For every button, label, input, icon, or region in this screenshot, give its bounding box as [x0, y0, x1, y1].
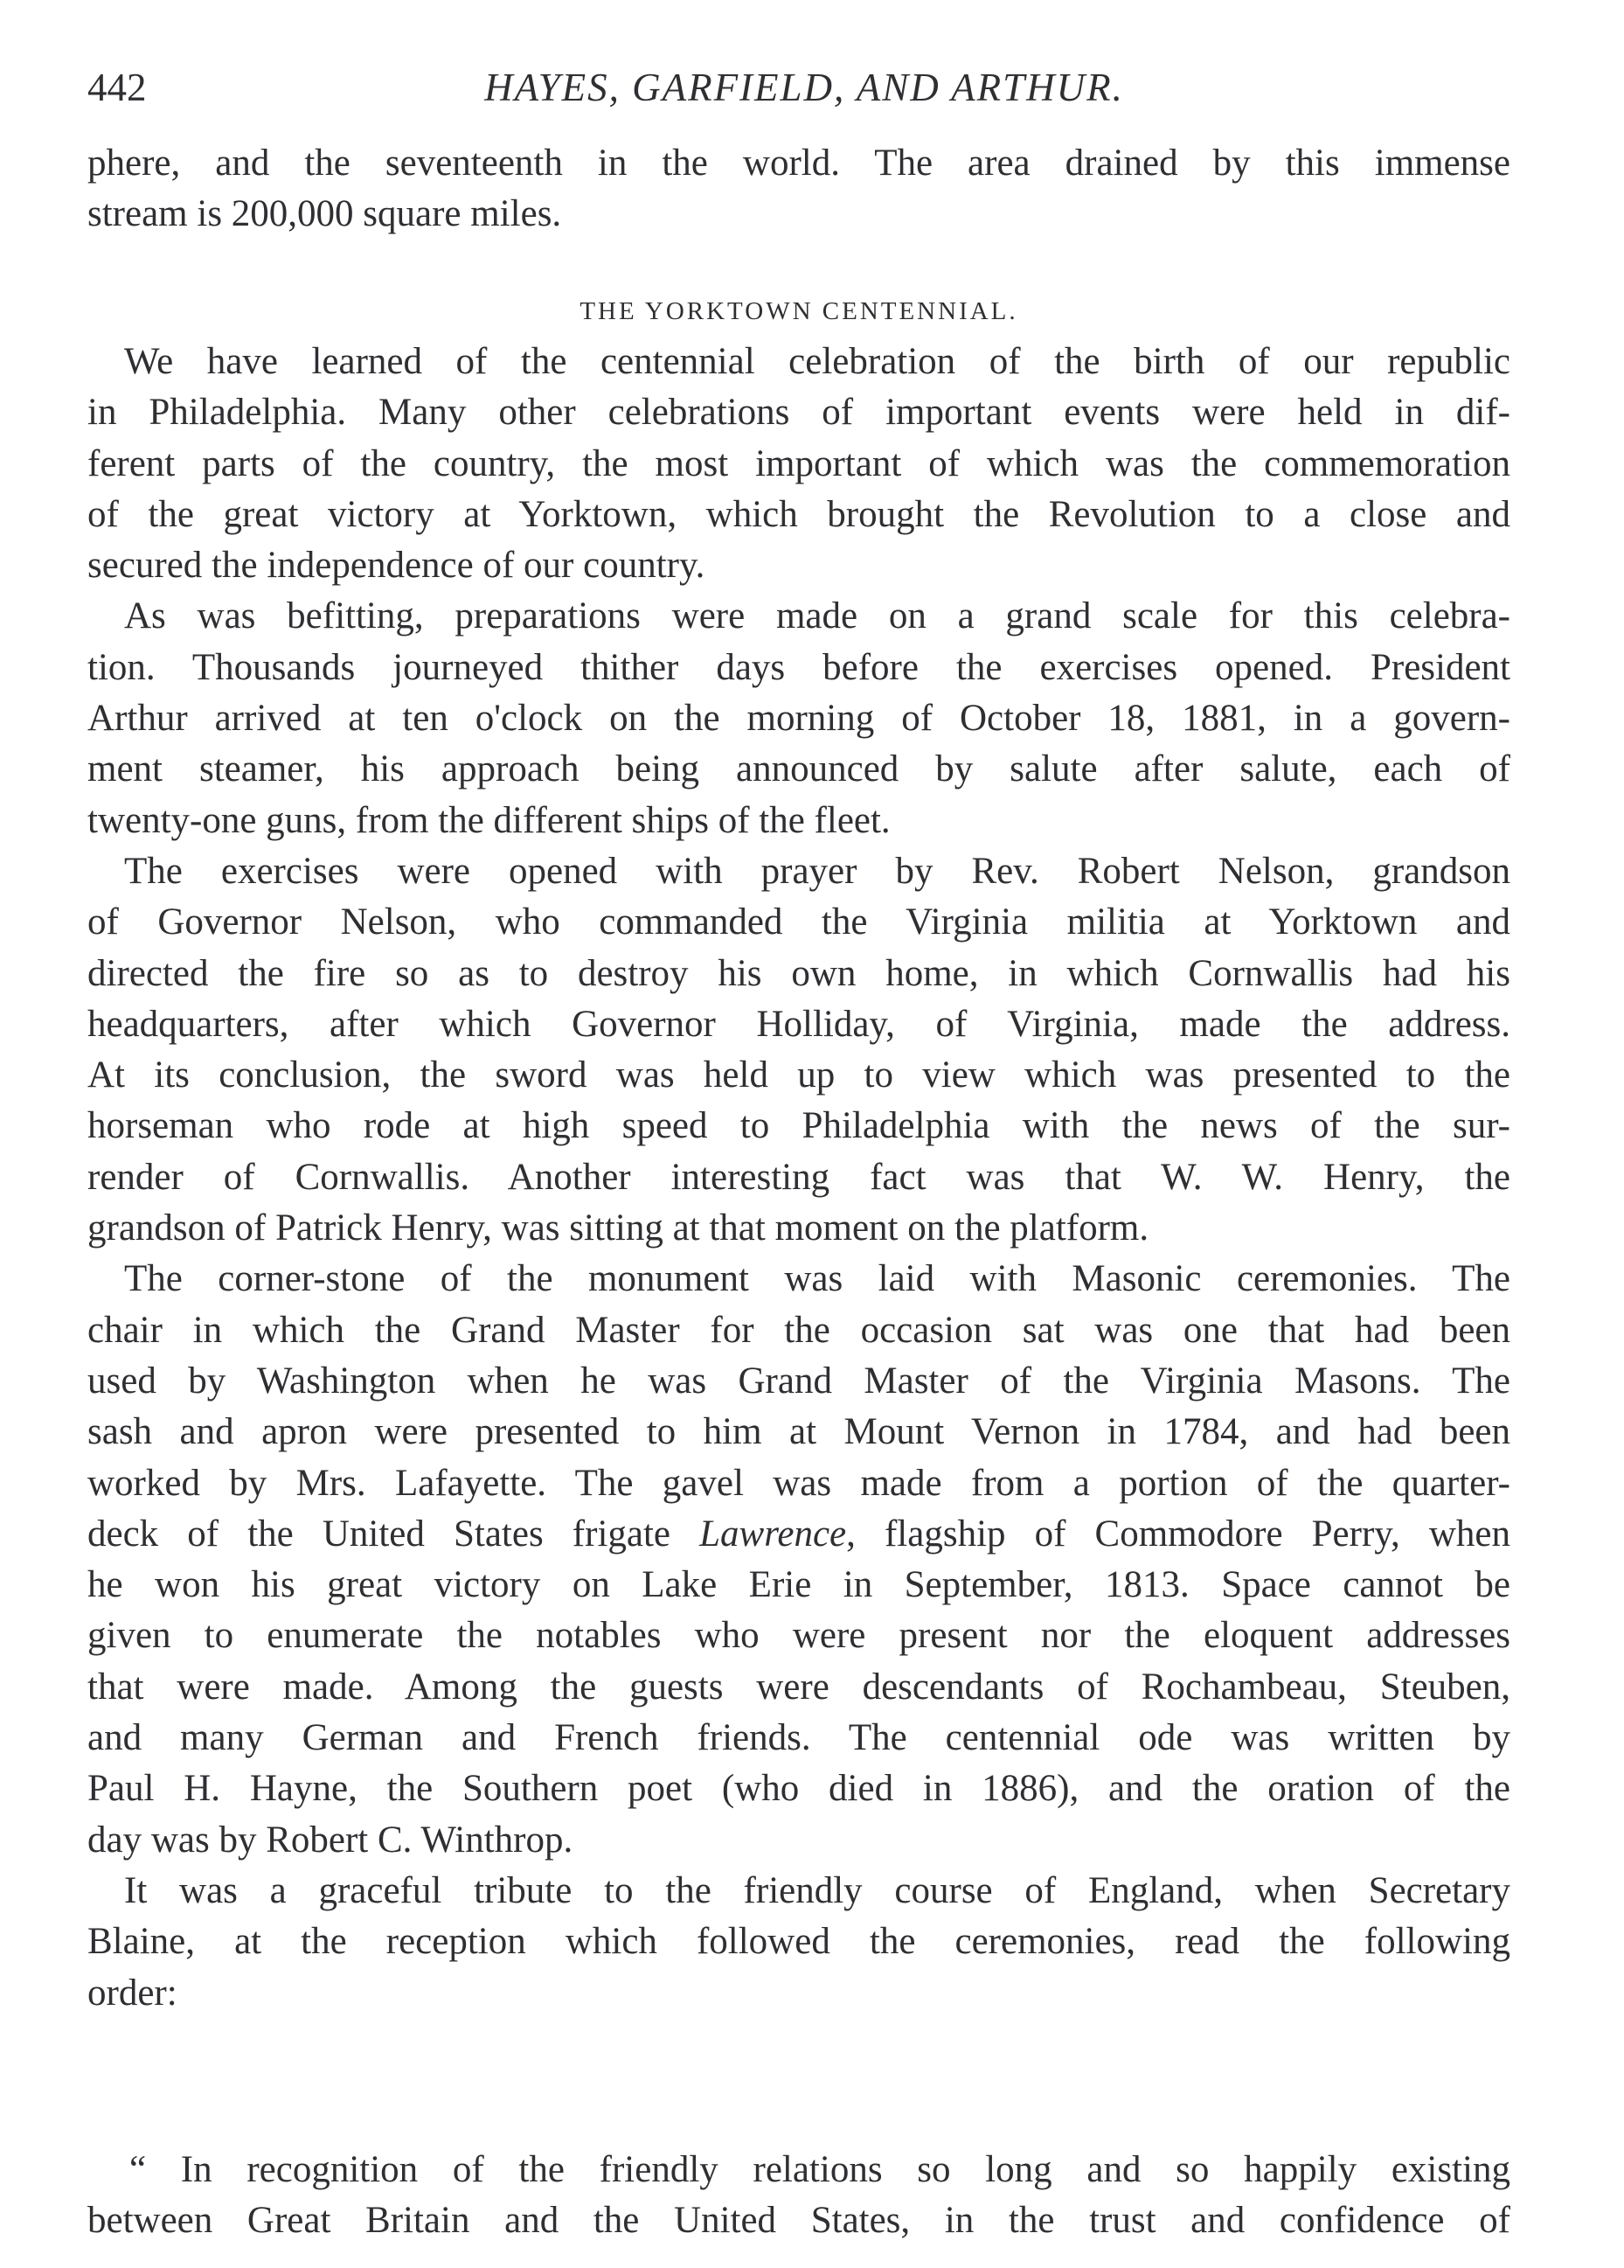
text-line-with-italic — [87, 1509, 1510, 1560]
ship-name: Lawrence — [699, 1513, 847, 1555]
text-line: Paul H. Hayne, the Southern poet (who died in 1886), and the oration of the — [87, 1768, 1510, 1810]
section-heading: THE YORKTOWN CENTENNIAL. — [580, 297, 1018, 325]
text-line: day was by Robert C. Winthrop. — [87, 1819, 573, 1861]
continuation-paragraph — [87, 138, 1510, 240]
text-line: directed the fire so as to destroy his own home, in which Cornwallis had his — [87, 952, 1510, 994]
text-line: in Philadelphia. Many other celebrations of important events were held in dif- — [87, 392, 1510, 434]
text-line: he won his great victory on Lake Erie in September, 1813. Space cannot be — [87, 1564, 1510, 1606]
text-line: chair in which the Grand Master for the occasion sat was one that had been — [87, 1309, 1510, 1351]
section-body — [87, 337, 1510, 2019]
text-line: used by Washington when he was Grand Master of the Virginia Masons. The — [87, 1360, 1510, 1402]
text-line: grandson of Patrick Henry, was sitting at that moment on the platform. — [87, 1207, 1149, 1249]
text-line: As was befitting, preparations were made on a grand scale for this celebra- — [124, 595, 1510, 637]
text-line: stream is 200,000 square miles. — [87, 193, 562, 235]
text-line: sash and apron were presented to him at Mount Vernon in 1784, and had been — [87, 1411, 1510, 1453]
text-line: Arthur arrived at ten o'clock on the morning of October 18, 1881, in a govern- — [87, 698, 1510, 740]
text-line: that were made. Among the guests were descendants of Rochambeau, Steuben, — [87, 1666, 1510, 1708]
text-line: Blaine, at the reception which followed the ceremonies, read the following — [87, 1921, 1510, 1963]
text-line: At its conclusion, the sword was held up to view which was presented to the — [87, 1054, 1510, 1096]
text-line: headquarters, after which Governor Holliday, of Virginia, made the address. — [87, 1003, 1510, 1045]
text-line: twenty-one guns, from the different ships of the fleet. — [87, 799, 891, 841]
text-line: phere, and the seventeenth in the world. The area drained by this immense — [87, 143, 1510, 184]
text-line: “ In recognition of the friendly relations so long and so happily existing — [129, 2149, 1510, 2190]
text-line: worked by Mrs. Lafayette. The gavel was made from a portion of the quarter- — [87, 1462, 1510, 1504]
running-head — [87, 61, 1521, 114]
text-line: and many German and French friends. The centennial ode was written by — [87, 1717, 1510, 1759]
text-line: The corner-stone of the monument was laid with Masonic ceremonies. The — [124, 1258, 1510, 1300]
page-number: 442 — [87, 66, 147, 109]
text-line: of the great victory at Yorktown, which brought the Revolution to a close and — [87, 493, 1510, 535]
book-title: HAYES, GARFIELD, AND ARTHUR. — [484, 66, 1124, 109]
text-line: of Governor Nelson, who commanded the Virginia militia at Yorktown and — [87, 901, 1510, 943]
text-line: horseman who rode at high speed to Philadelphia with the news of the sur- — [87, 1105, 1510, 1147]
text-line: between Great Britain and the United States, in the trust and confidence of — [87, 2200, 1510, 2242]
text-line: ment steamer, his approach being announced by salute after salute, each of — [87, 748, 1510, 790]
text-line: The exercises were opened with prayer by Rev. Robert Nelson, grandson — [124, 850, 1510, 892]
quotation — [87, 2145, 1510, 2247]
text-line: given to enumerate the notables who were present nor the eloquent addresses — [87, 1615, 1510, 1657]
text-fragment: , flagship of Commodore Perry, when — [846, 1513, 1510, 1555]
text-line: render of Cornwallis. Another interesting fact was that W. W. Henry, the — [87, 1156, 1510, 1198]
text-line: ferent parts of the country, the most important of which was the commemoration — [87, 442, 1510, 484]
text-line: We have learned of the centennial celebration of the birth of our republic — [124, 341, 1510, 382]
text-line: tion. Thousands journeyed thither days before the exercises opened. President — [87, 646, 1510, 688]
text-line: order: — [87, 1972, 177, 2014]
text-fragment: deck of the United States frigate — [87, 1513, 700, 1555]
text-line: secured the independence of our country. — [87, 545, 705, 587]
text-line: It was a graceful tribute to the friendly course of England, when Secretary — [124, 1869, 1510, 1911]
